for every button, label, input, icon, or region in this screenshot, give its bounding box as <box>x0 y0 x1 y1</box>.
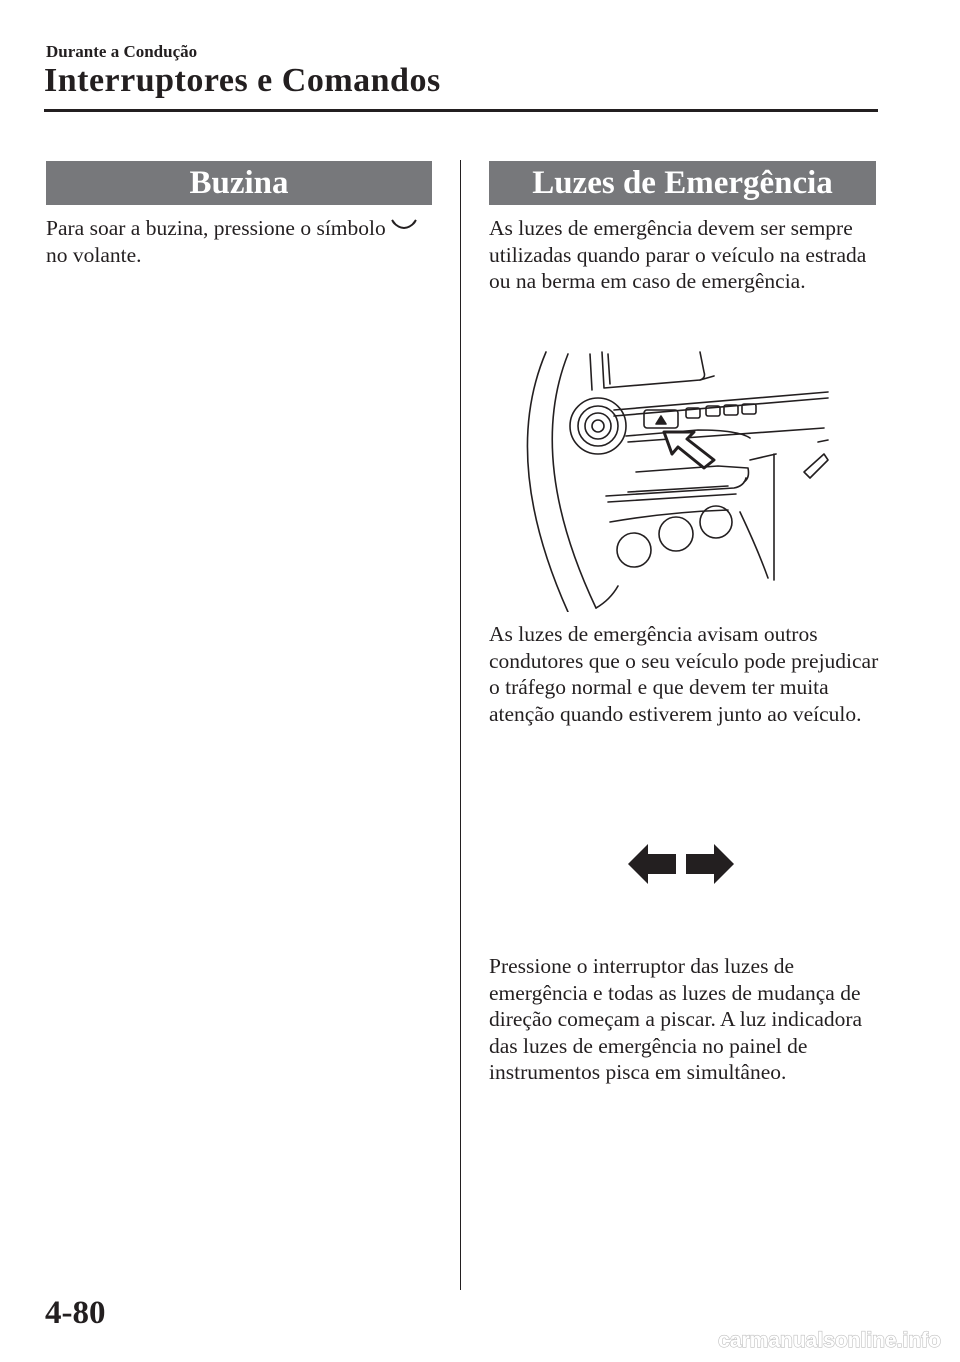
emergency-heading: Luzes de Emergência <box>489 161 876 205</box>
emergency-paragraph-2: As luzes de emergência avisam outros condutores que o seu veículo pode prejudicar o tráfego normal e que devem ter muita atenção quando estiverem junto ao veículo. <box>489 622 879 726</box>
watermark <box>636 1324 946 1354</box>
column-divider <box>460 160 461 1290</box>
emergency-paragraph-1: As luzes de emergência devem ser sempre utilizadas quando parar o veículo na estrada ou na berma em caso de emergência. <box>489 216 867 293</box>
buzina-paragraph <box>46 215 438 268</box>
horn-icon <box>391 219 417 233</box>
emergency-paragraph-3: Pressione o interruptor das luzes de emergência e todas as luzes de mudança de direção começam a piscar. A luz indicadora das luzes de emergência no painel de instrumentos pisca em simultâneo. <box>489 954 863 1084</box>
buzina-text-start: Para soar a buzina, pressione o símbolo <box>46 216 392 240</box>
watermark-text: carmanualsonline.info <box>718 1329 941 1352</box>
turn-signal-arrows-icon <box>626 840 736 888</box>
buzina-heading: Buzina <box>46 161 432 205</box>
section-kicker: Durante a Condução <box>46 42 198 61</box>
page-number: 4-80 <box>45 1295 106 1331</box>
buzina-text-end: no volante. <box>46 242 142 267</box>
hazard-switch-dashboard-illustration <box>518 350 832 612</box>
chapter-title: Interruptores e Comandos <box>44 62 441 99</box>
title-rule <box>44 109 878 112</box>
